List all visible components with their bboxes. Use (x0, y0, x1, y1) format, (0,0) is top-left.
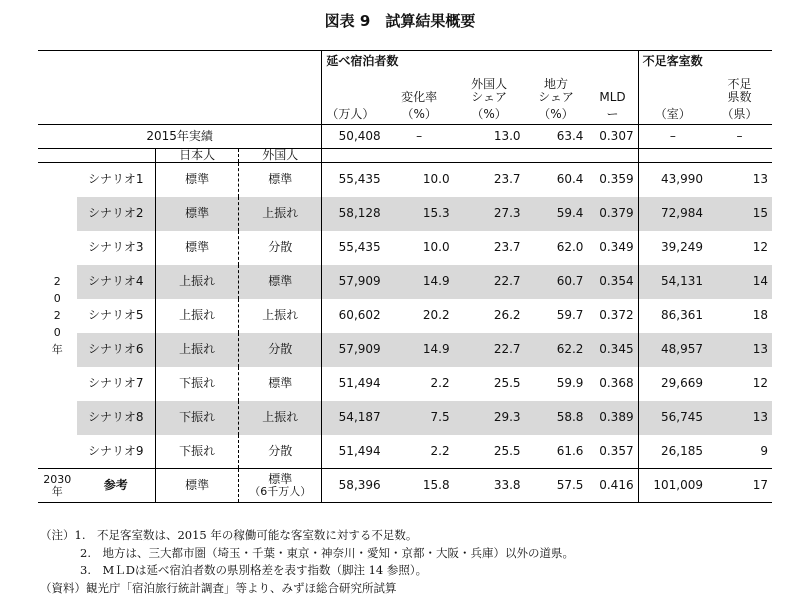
cell-change: 20.2 (422, 308, 450, 323)
cell-foreign: 22.7 (454, 265, 525, 299)
cell-jp: 上振れ (156, 333, 239, 367)
header-row-units (38, 105, 772, 125)
header-local-share: 地方 シェア (538, 77, 574, 105)
cell-fg: 分散 (239, 333, 322, 367)
scenario-name: シナリオ7 (88, 376, 144, 391)
table-title: 図表 9 試算結果概要 (324, 12, 476, 30)
cell-guests: 58,128 (322, 197, 385, 231)
cell-pref: 12 (752, 376, 768, 391)
cell-fg: 標準 (239, 163, 322, 197)
cell-guests: 55,435 (322, 231, 385, 265)
cell-mld: 0.389 (587, 401, 638, 435)
unit-rooms: （室） (638, 105, 707, 125)
scenario-name: シナリオ2 (77, 197, 156, 231)
scenario-name: シナリオ4 (77, 265, 156, 299)
cell-jp: 標準 (156, 197, 239, 231)
cell-change: 14.9 (385, 265, 454, 299)
header-foreign-share: 外国人 シェア (471, 77, 508, 105)
year-2020-label: 2 0 2 0 年 (51, 275, 63, 357)
scenario-row (38, 231, 772, 265)
unit-change: （%） (401, 106, 437, 121)
cell-local: 59.4 (525, 197, 588, 231)
cell-foreign: 25.5 (493, 443, 521, 458)
cell-rooms: 56,745 (638, 401, 707, 435)
cell-fg: 標準 (239, 265, 322, 299)
actual-2015-row: 2015年実績 50,408 – 13.0 63.4 0.307 – – (38, 125, 772, 149)
year-2030-label: 2030 年 (43, 472, 72, 498)
cell-local: 62.2 (525, 333, 588, 367)
scenario-row (38, 435, 772, 469)
cell-change: 10.0 (422, 240, 450, 255)
subheader-japanese: 日本人 (156, 149, 239, 163)
cell-pref: 18 (752, 308, 768, 323)
header-row-labels (38, 73, 772, 105)
header-guests-group: 延べ宿泊者数 (322, 51, 638, 73)
cell-foreign: 29.3 (454, 401, 525, 435)
cell-fg: 分散 (239, 435, 322, 469)
cell-pref: 13 (752, 172, 768, 187)
scenario-name: シナリオ6 (77, 333, 156, 367)
cell-guests: 57,909 (322, 333, 385, 367)
unit-mld: ー (606, 106, 619, 121)
scenario-row (38, 367, 772, 401)
scenario-row (38, 265, 772, 299)
cell-mld: 0.354 (587, 265, 638, 299)
note-1: （注）1. 不足客室数は、2015 年の稼働可能な客室数に対する不足数。 (40, 528, 418, 542)
cell-rooms: 43,990 (638, 163, 707, 197)
cell-jp: 下振れ (156, 401, 239, 435)
cell-guests: 57,909 (322, 265, 385, 299)
cell-pref: 14 (707, 265, 772, 299)
subheader-foreigner: 外国人 (239, 149, 322, 163)
cell-pref: 9 (760, 443, 768, 458)
cell-mld: 0.359 (599, 172, 634, 187)
cell-foreign: 26.2 (493, 308, 521, 323)
header-change-rate: 変化率 (401, 90, 438, 105)
cell-rooms: 26,185 (638, 435, 707, 469)
scenario-name: シナリオ5 (88, 308, 144, 323)
unit-guests: （万人） (322, 105, 385, 125)
cell-jp: 上振れ (156, 265, 239, 299)
cell-jp: 下振れ (156, 367, 239, 401)
cell-fg: 分散 (239, 231, 322, 265)
cell-pref: 15 (707, 197, 772, 231)
unit-local: （%） (538, 106, 574, 121)
cell-change: 15.3 (385, 197, 454, 231)
cell-local: 61.6 (556, 443, 584, 458)
cell-local: 58.8 (525, 401, 588, 435)
cell-foreign: 23.7 (493, 240, 521, 255)
cell-guests: 51,494 (322, 367, 385, 401)
header-rooms-group: 不足客室数 (638, 51, 772, 73)
cell-jp: 下振れ (156, 435, 239, 469)
cell-local: 59.7 (556, 308, 584, 323)
cell-change: 7.5 (385, 401, 454, 435)
cell-jp: 上振れ (156, 299, 239, 333)
scenario-row (38, 299, 772, 333)
cell-change: 10.0 (422, 172, 450, 187)
cell-change: 14.9 (385, 333, 454, 367)
cell-local: 59.9 (556, 376, 584, 391)
actual-label: 2015年実績 (146, 128, 213, 143)
header-row-group (38, 51, 772, 73)
cell-change: 2.2 (430, 376, 450, 391)
header-mld: MLD (599, 90, 626, 105)
cell-guests: 54,187 (322, 401, 385, 435)
cell-rooms: 86,361 (638, 299, 707, 333)
scenario-row (38, 163, 772, 197)
note-2: 2. 地方は、三大都市圏（埼玉・千葉・東京・神奈川・愛知・京都・大阪・兵庫）以外の道県。 (80, 545, 574, 560)
cell-mld: 0.357 (599, 443, 634, 458)
cell-rooms: 39,249 (638, 231, 707, 265)
cell-jp: 標準 (156, 231, 239, 265)
unit-foreign: （%） (471, 106, 507, 121)
cell-pref: 12 (752, 240, 768, 255)
cell-guests: 60,602 (322, 299, 385, 333)
cell-local: 60.4 (556, 172, 584, 187)
cell-guests: 51,494 (322, 435, 385, 469)
scenario-rows (38, 163, 772, 469)
scenario-name: シナリオ9 (88, 443, 144, 458)
cell-pref: 13 (707, 333, 772, 367)
source-note: （資料）観光庁「宿泊旅行統計調査」等より、みずほ総合研究所試算 (40, 580, 397, 595)
scenario-row (38, 401, 772, 435)
scenario-row (38, 333, 772, 367)
header-blank (38, 51, 322, 73)
cell-mld: 0.368 (599, 376, 634, 391)
cell-rooms: 54,131 (638, 265, 707, 299)
scenario-name: シナリオ8 (77, 401, 156, 435)
cell-mld: 0.372 (599, 308, 634, 323)
unit-pref: （県） (721, 106, 758, 121)
reference-2030-row: 2030 年 参考 標準 標準 （6千万人） 58,396 15.8 33.8 57.5 0.416 101,009 17 (38, 469, 772, 503)
footnotes (40, 527, 574, 597)
cell-change: 2.2 (430, 443, 450, 458)
scenario-row (38, 197, 772, 231)
cell-fg: 上振れ (239, 401, 322, 435)
cell-guests: 55,435 (322, 163, 385, 197)
cell-fg: 上振れ (239, 197, 322, 231)
cell-foreign: 25.5 (493, 376, 521, 391)
cell-mld: 0.345 (587, 333, 638, 367)
cell-mld: 0.349 (599, 240, 634, 255)
cell-foreign: 22.7 (454, 333, 525, 367)
subheader-row (38, 149, 772, 163)
header-short-prefectures: 不足 県数 (727, 77, 752, 105)
note-3: 3. MＬDは延べ宿泊者数の県別格差を表す指数（脚注 14 参照）。 (80, 563, 428, 577)
cell-foreign: 23.7 (493, 172, 521, 187)
cell-jp: 標準 (156, 163, 239, 197)
scenario-name: シナリオ3 (88, 240, 144, 255)
cell-rooms: 29,669 (638, 367, 707, 401)
cell-fg: 標準 (239, 367, 322, 401)
cell-foreign: 27.3 (454, 197, 525, 231)
cell-mld: 0.379 (587, 197, 638, 231)
cell-rooms: 48,957 (638, 333, 707, 367)
cell-fg: 上振れ (239, 299, 322, 333)
cell-pref: 13 (707, 401, 772, 435)
scenario-name: シナリオ1 (88, 172, 144, 187)
cell-rooms: 72,984 (638, 197, 707, 231)
results-table (38, 50, 772, 503)
cell-local: 60.7 (525, 265, 588, 299)
cell-local: 62.0 (556, 240, 584, 255)
